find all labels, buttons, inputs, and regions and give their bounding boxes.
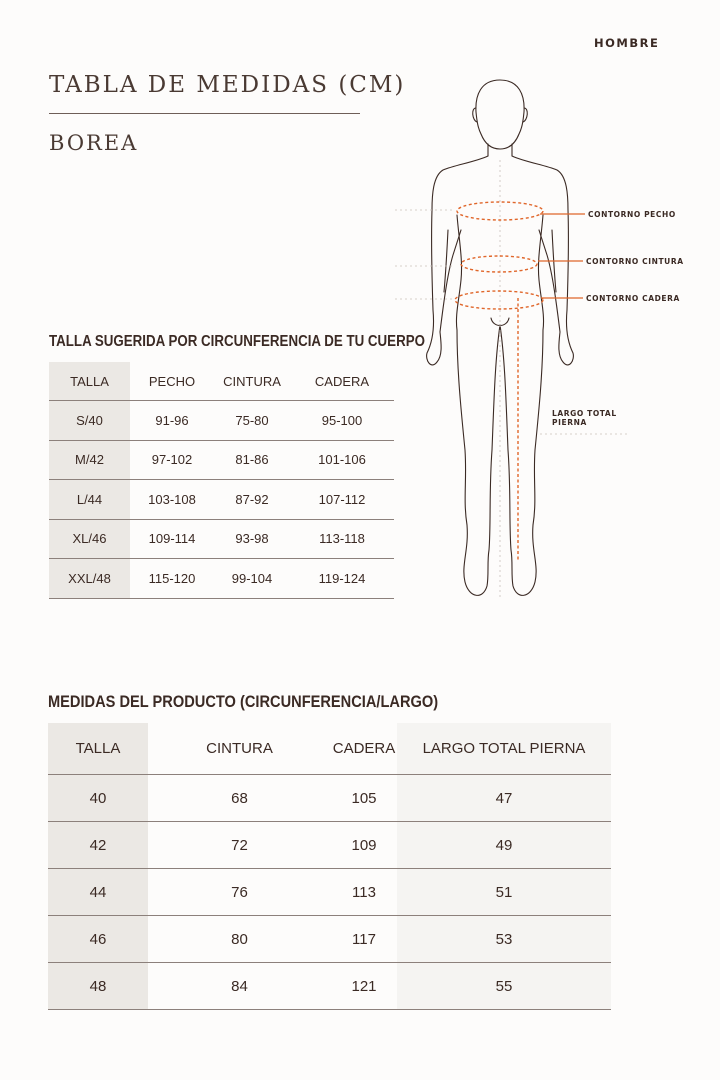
size-cell: 44 (48, 869, 148, 916)
size-cell: M/42 (49, 440, 130, 480)
suggested-size-table (49, 362, 394, 599)
hip-cell: 109 (331, 822, 397, 869)
table-header-row (48, 723, 611, 775)
hip-cell: 113-118 (290, 519, 394, 559)
size-cell: 46 (48, 916, 148, 963)
table-row (49, 559, 394, 599)
column-header: CINTURA (214, 362, 290, 401)
leg-length-cell: 51 (397, 869, 611, 916)
hip-cell: 95-100 (290, 401, 394, 441)
title-divider (49, 113, 360, 114)
body-figure (395, 70, 720, 610)
table-header-row (49, 362, 394, 401)
product-measures-title: MEDIDAS DEL PRODUCTO (CIRCUNFERENCIA/LARGO) (48, 692, 439, 711)
page-title: TABLA DE MEDIDAS (CM) (49, 72, 406, 98)
product-measures-table (48, 723, 611, 1010)
table-row (48, 916, 611, 963)
waist-cell: 84 (148, 963, 331, 1010)
table-row (49, 440, 394, 480)
gender-tag: HOMBRE (594, 36, 660, 50)
table-row (48, 775, 611, 822)
size-cell: L/44 (49, 480, 130, 520)
waist-cell: 76 (148, 869, 331, 916)
chest-cell: 91-96 (130, 401, 214, 441)
table-row (49, 401, 394, 441)
hip-label: CONTORNO CADERA (586, 294, 680, 303)
column-header: PECHO (130, 362, 214, 401)
hip-cell: 117 (331, 916, 397, 963)
column-header: CADERA (331, 723, 397, 775)
table-row (49, 480, 394, 520)
table-row (48, 963, 611, 1010)
waist-cell: 68 (148, 775, 331, 822)
column-header: TALLA (49, 362, 130, 401)
waist-cell: 75-80 (214, 401, 290, 441)
leg-length-cell: 49 (397, 822, 611, 869)
waist-cell: 87-92 (214, 480, 290, 520)
human-body-outline-icon (395, 70, 720, 610)
waist-cell: 99-104 (214, 559, 290, 599)
leg-label-line1: LARGO TOTAL (552, 409, 617, 418)
waist-cell: 81-86 (214, 440, 290, 480)
chest-cell: 103-108 (130, 480, 214, 520)
table-row (48, 822, 611, 869)
hip-cell: 119-124 (290, 559, 394, 599)
hip-cell: 121 (331, 963, 397, 1010)
column-header: TALLA (48, 723, 148, 775)
waist-cell: 93-98 (214, 519, 290, 559)
size-cell: 42 (48, 822, 148, 869)
hip-cell: 107-112 (290, 480, 394, 520)
waist-cell: 72 (148, 822, 331, 869)
waist-label: CONTORNO CINTURA (586, 257, 684, 266)
chest-label: CONTORNO PECHO (588, 210, 676, 219)
product-name: BOREA (49, 131, 139, 155)
chest-cell: 115-120 (130, 559, 214, 599)
size-cell: XXL/48 (49, 559, 130, 599)
leg-length-cell: 55 (397, 963, 611, 1010)
column-header: LARGO TOTAL PIERNA (397, 723, 611, 775)
waist-cell: 80 (148, 916, 331, 963)
column-header: CINTURA (148, 723, 331, 775)
size-cell: S/40 (49, 401, 130, 441)
hip-cell: 113 (331, 869, 397, 916)
leg-length-cell: 53 (397, 916, 611, 963)
suggested-size-title: TALLA SUGERIDA POR CIRCUNFERENCIA DE TU CUERPO (49, 333, 425, 350)
chest-cell: 109-114 (130, 519, 214, 559)
size-cell: XL/46 (49, 519, 130, 559)
size-cell: 48 (48, 963, 148, 1010)
hip-cell: 105 (331, 775, 397, 822)
table-row (48, 869, 611, 916)
table-row (49, 519, 394, 559)
leg-length-cell: 47 (397, 775, 611, 822)
hip-cell: 101-106 (290, 440, 394, 480)
chest-cell: 97-102 (130, 440, 214, 480)
leg-label-line2: PIERNA (552, 418, 587, 427)
size-cell: 40 (48, 775, 148, 822)
column-header: CADERA (290, 362, 394, 401)
